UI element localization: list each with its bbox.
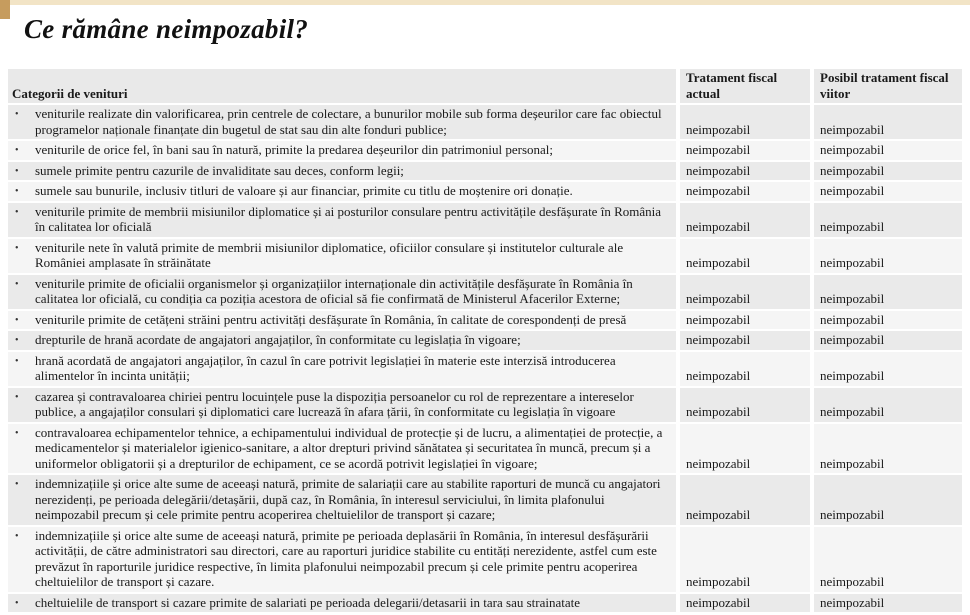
category-cell: [8, 203, 676, 237]
tratament-actual-value: neimpozabil: [680, 141, 810, 160]
bullet-icon: •: [15, 206, 19, 218]
category-cell: [8, 424, 676, 474]
category-text: hrană acordată de angajatori angajaților, în cazul în care potrivit legislației în materie este interzisă introducerea alimentelor în incinta unității;: [35, 352, 616, 383]
tratament-viitor-value: neimpozabil: [814, 594, 962, 613]
header-tratament-actual-label: Tratament fiscal actual: [686, 70, 778, 101]
category-cell: [8, 527, 676, 592]
tratament-actual-value: neimpozabil: [680, 182, 810, 201]
income-table: [8, 69, 962, 612]
category-cell: [8, 105, 676, 139]
header-tratament-actual: [680, 69, 810, 103]
tratament-actual-value: neimpozabil: [680, 203, 810, 237]
bullet-icon: •: [15, 479, 19, 490]
category-cell: [8, 352, 676, 386]
category-text: sumele primite pentru cazurile de invaliditate sau deces, conform legii;: [35, 162, 404, 178]
bullet-icon: •: [15, 145, 19, 156]
tratament-viitor-value: neimpozabil: [814, 275, 962, 309]
tratament-actual-value: neimpozabil: [680, 331, 810, 350]
tratament-actual-value: neimpozabil: [680, 527, 810, 592]
table-row: [8, 527, 962, 592]
category-text: cazarea și contravaloarea chiriei pentru locuințele puse la dispoziția persoanelor cu rol de reprezentare a intereselor publice, a angajaților consulari și diplomatici care lucrează în afara țării, în conformitate cu legislația în vigoare: [35, 388, 634, 419]
category-text: veniturile primite de cetățeni străini pentru activități desfășurate în România, în calitate de corespondenți de presă: [35, 311, 627, 327]
table-row: [8, 424, 962, 474]
category-text: veniturile primite de oficialii organismelor și organizațiilor internaționale din activitățile desfășurate în România în calitatea lor oficială, cu condiția ca poziția acestora de oficial să fie confirmată de Ministerul Afacerilor Externe;: [35, 275, 633, 306]
category-text: veniturile primite de membrii misiunilor diplomatice și ai posturilor consulare pentru activitățile desfășurate în România în calitatea lor oficială: [35, 203, 661, 234]
table-row: [8, 594, 962, 613]
category-cell: [8, 239, 676, 273]
table-row: [8, 239, 962, 273]
category-cell: [8, 594, 676, 613]
table-row: [8, 162, 962, 181]
bullet-icon: •: [15, 165, 19, 177]
table-row: [8, 105, 962, 139]
tratament-viitor-value: neimpozabil: [814, 141, 962, 160]
category-text: drepturile de hrană acordate de angajatori angajaților, în conformitate cu legislația în vigoare;: [35, 332, 521, 347]
tratament-viitor-value: neimpozabil: [814, 352, 962, 386]
tratament-viitor-value: neimpozabil: [814, 203, 962, 237]
table-row: [8, 311, 962, 330]
category-cell: [8, 141, 676, 160]
bullet-icon: •: [15, 314, 19, 326]
header-tratament-viitor: [814, 69, 962, 103]
table-body: [8, 105, 962, 612]
tratament-actual-value: neimpozabil: [680, 424, 810, 474]
tratament-actual-value: neimpozabil: [680, 105, 810, 139]
category-cell: [8, 182, 676, 201]
category-text: cheltuielile de transport si cazare primite de salariati pe perioada delegarii/detasarii in tara sau strainatate: [35, 594, 581, 610]
table-row: [8, 203, 962, 237]
tratament-actual-value: neimpozabil: [680, 594, 810, 613]
table-header-row: [8, 69, 962, 103]
bullet-icon: •: [15, 427, 19, 439]
bullet-icon: •: [15, 109, 19, 120]
category-text: indemnizațiile și orice alte sume de aceeași natură, primite de salariații care au stabilite raporturi de muncă cu angajatori nerezidenți, pe perioada delegării/detașării, după caz, în România, în interesul serviciului, în limita plafonului neimpozabil precum și cele primite pentru acoperirea cheltuielilor de transport și cazare;: [35, 476, 661, 522]
category-cell: [8, 388, 676, 422]
table-row: [8, 275, 962, 309]
tratament-actual-value: neimpozabil: [680, 239, 810, 273]
accent-corner: [0, 0, 10, 19]
bullet-icon: •: [15, 186, 19, 197]
tratament-actual-value: neimpozabil: [680, 352, 810, 386]
tratament-viitor-value: neimpozabil: [814, 311, 962, 330]
tratament-viitor-value: neimpozabil: [814, 182, 962, 201]
category-text: contravaloarea echipamentelor tehnice, a echipamentului individual de protecție și de lucru, a alimentației de protecție, a medicamentelor și materialelor igienico-sanitare, a altor drepturi privind sănătatea și securitatea în muncă, precum și a uniformelor obligatorii și a drepturilor de echipament, ce se acordă potrivit legislației în vigoare;: [35, 424, 663, 471]
table-row: [8, 141, 962, 160]
category-cell: [8, 275, 676, 309]
table-row: [8, 352, 962, 386]
tratament-viitor-value: neimpozabil: [814, 475, 962, 525]
tratament-viitor-value: neimpozabil: [814, 527, 962, 592]
header-categories: [8, 69, 676, 103]
category-cell: [8, 475, 676, 525]
accent-strip: [0, 0, 970, 5]
category-cell: [8, 311, 676, 330]
table-row: [8, 182, 962, 201]
tratament-actual-value: neimpozabil: [680, 275, 810, 309]
header-tratament-viitor-label: Posibil tratament fiscal viitor: [820, 70, 949, 101]
table-row: [8, 475, 962, 525]
tratament-viitor-value: neimpozabil: [814, 105, 962, 139]
tratament-actual-value: neimpozabil: [680, 388, 810, 422]
tratament-viitor-value: neimpozabil: [814, 162, 962, 181]
tratament-viitor-value: neimpozabil: [814, 331, 962, 350]
header-categories-label: Categorii de venituri: [12, 85, 128, 101]
table-row: [8, 388, 962, 422]
bullet-icon: •: [15, 391, 19, 403]
bullet-icon: •: [15, 335, 19, 346]
bullet-icon: •: [15, 597, 19, 609]
category-text: sumele sau bunurile, inclusiv titluri de valoare și aur financiar, primite cu titlu de moștenire ori donație.: [35, 183, 573, 198]
table-row: [8, 331, 962, 350]
bullet-icon: •: [15, 355, 19, 367]
category-text: veniturile de orice fel, în bani sau în natură, primite la predarea deșeurilor din patrimoniul personal;: [35, 142, 554, 157]
bullet-icon: •: [15, 530, 19, 542]
tratament-viitor-value: neimpozabil: [814, 388, 962, 422]
category-text: veniturile realizate din valorificarea, prin centrele de colectare, a bunurilor mobile sub forma deșeurilor care fac obiectul programelor naționale finanțate din bugetul de stat sau din alte fonduri publice;: [35, 106, 662, 137]
tratament-actual-value: neimpozabil: [680, 475, 810, 525]
page-title: Ce rămâne neimpozabil?: [24, 14, 309, 44]
bullet-icon: •: [15, 242, 19, 254]
tratament-viitor-value: neimpozabil: [814, 239, 962, 273]
category-cell: [8, 162, 676, 181]
tratament-actual-value: neimpozabil: [680, 162, 810, 181]
category-text: veniturile nete în valută primite de membrii misiunilor diplomatice, oficiilor consulare și institutelor culturale ale României amplasate în străinătate: [35, 239, 624, 270]
category-text: indemnizațiile și orice alte sume de aceeași natură, primite pe perioada deplasării în România, în interesul desfășurării activității, de către administratori sau directori, care au raporturi juridice stabilite cu entități nerezidente, astfel cum este prevăzut în raporturile juridice respective, în limita plafonului neimpozabil precum și cele primite pentru acoperirea cheltuielilor de transport și cazare.: [35, 527, 657, 589]
category-cell: [8, 331, 676, 350]
tratament-viitor-value: neimpozabil: [814, 424, 962, 474]
tratament-actual-value: neimpozabil: [680, 311, 810, 330]
bullet-icon: •: [15, 278, 19, 290]
